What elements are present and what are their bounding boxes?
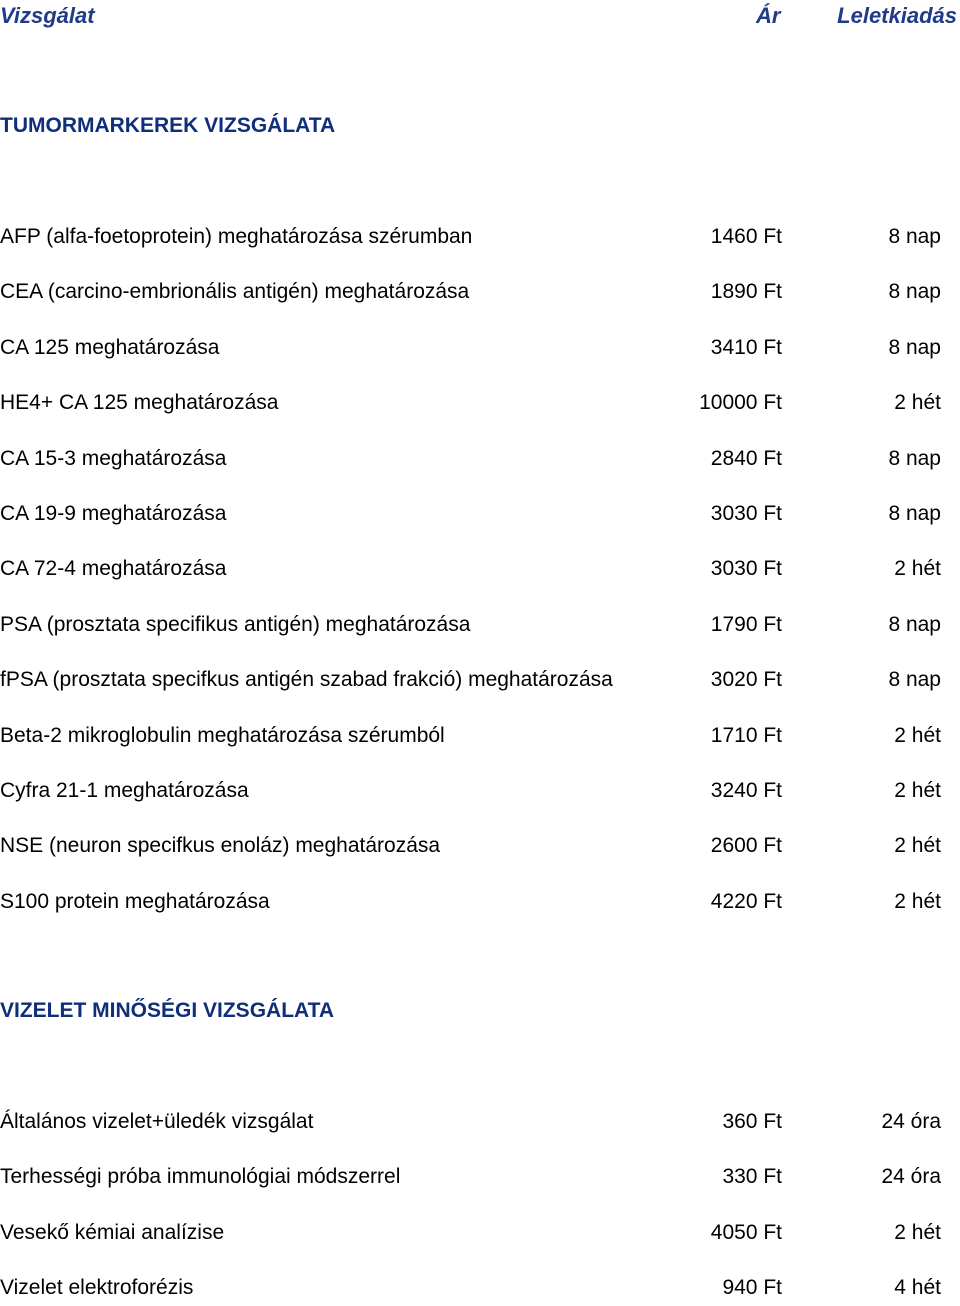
result-time: 2 hét <box>894 834 941 857</box>
table-row <box>0 779 960 809</box>
section-title: TUMORMARKEREK VIZSGÁLATA <box>0 114 336 137</box>
test-name: Vesekő kémiai analízise <box>0 1221 225 1244</box>
test-name: fPSA (prosztata specifkus antigén szabad frakció) meghatározása <box>0 668 613 691</box>
result-time: 2 hét <box>894 391 941 414</box>
result-time: 2 hét <box>894 1221 941 1244</box>
test-name: NSE (neuron specifkus enoláz) meghatározása <box>0 834 441 857</box>
table-row <box>0 890 960 920</box>
result-time: 24 óra <box>881 1110 941 1133</box>
result-time: 2 hét <box>894 724 941 747</box>
header-test: Vizsgálat <box>0 3 95 28</box>
column-header <box>0 0 960 32</box>
test-name: CA 125 meghatározása <box>0 336 220 359</box>
table-row <box>0 225 960 255</box>
test-name: HE4+ CA 125 meghatározása <box>0 391 279 414</box>
test-price: 2840 Ft <box>710 447 782 470</box>
test-name: Beta-2 mikroglobulin meghatározása szérumból <box>0 724 445 747</box>
test-price: 4220 Ft <box>710 890 782 913</box>
section-title: VIZELET MINŐSÉGI VIZSGÁLATA <box>0 999 335 1022</box>
result-time: 8 nap <box>888 336 941 359</box>
table-row <box>0 1276 960 1306</box>
test-price: 3030 Ft <box>710 502 782 525</box>
table-row <box>0 613 960 643</box>
test-name: CA 72-4 meghatározása <box>0 557 227 580</box>
test-name: Terhességi próba immunológiai módszerrel <box>0 1165 401 1188</box>
table-row <box>0 336 960 366</box>
result-time: 2 hét <box>894 890 941 913</box>
test-price: 3030 Ft <box>710 557 782 580</box>
test-name: Cyfra 21-1 meghatározása <box>0 779 249 802</box>
test-name: CA 19-9 meghatározása <box>0 502 227 525</box>
test-price: 940 Ft <box>722 1276 782 1299</box>
result-time: 8 nap <box>888 447 941 470</box>
test-price: 2600 Ft <box>710 834 782 857</box>
test-name: PSA (prosztata specifikus antigén) meghatározása <box>0 613 471 636</box>
test-price: 1710 Ft <box>710 724 782 747</box>
table-row <box>0 724 960 754</box>
result-time: 8 nap <box>888 225 941 248</box>
test-price: 10000 Ft <box>699 391 782 414</box>
table-row <box>0 1221 960 1251</box>
result-time: 8 nap <box>888 280 941 303</box>
result-time: 24 óra <box>881 1165 941 1188</box>
test-price: 4050 Ft <box>710 1221 782 1244</box>
result-time: 2 hét <box>894 557 941 580</box>
table-row <box>0 502 960 532</box>
table-row <box>0 668 960 698</box>
header-price: Ár <box>756 3 781 28</box>
test-name: AFP (alfa-foetoprotein) meghatározása szérumban <box>0 225 473 248</box>
table-row <box>0 1165 960 1195</box>
test-price: 3240 Ft <box>710 779 782 802</box>
table-row <box>0 447 960 477</box>
test-price: 1790 Ft <box>710 613 782 636</box>
result-time: 8 nap <box>888 668 941 691</box>
test-price: 330 Ft <box>722 1165 782 1188</box>
test-name: Vizelet elektroforézis <box>0 1276 194 1299</box>
test-price: 1460 Ft <box>710 225 782 248</box>
test-price: 3020 Ft <box>710 668 782 691</box>
result-time: 8 nap <box>888 502 941 525</box>
table-row <box>0 834 960 864</box>
test-name: S100 protein meghatározása <box>0 890 270 913</box>
table-row <box>0 1110 960 1140</box>
test-price: 3410 Ft <box>710 336 782 359</box>
test-name: Általános vizelet+üledék vizsgálat <box>0 1110 314 1133</box>
table-row <box>0 391 960 421</box>
test-price: 1890 Ft <box>710 280 782 303</box>
header-result: Leletkiadás <box>837 3 957 28</box>
result-time: 4 hét <box>894 1276 941 1299</box>
test-price: 360 Ft <box>722 1110 782 1133</box>
test-name: CEA (carcino-embrionális antigén) meghatározása <box>0 280 470 303</box>
table-row <box>0 557 960 587</box>
result-time: 8 nap <box>888 613 941 636</box>
result-time: 2 hét <box>894 779 941 802</box>
test-name: CA 15-3 meghatározása <box>0 447 227 470</box>
table-row <box>0 280 960 310</box>
